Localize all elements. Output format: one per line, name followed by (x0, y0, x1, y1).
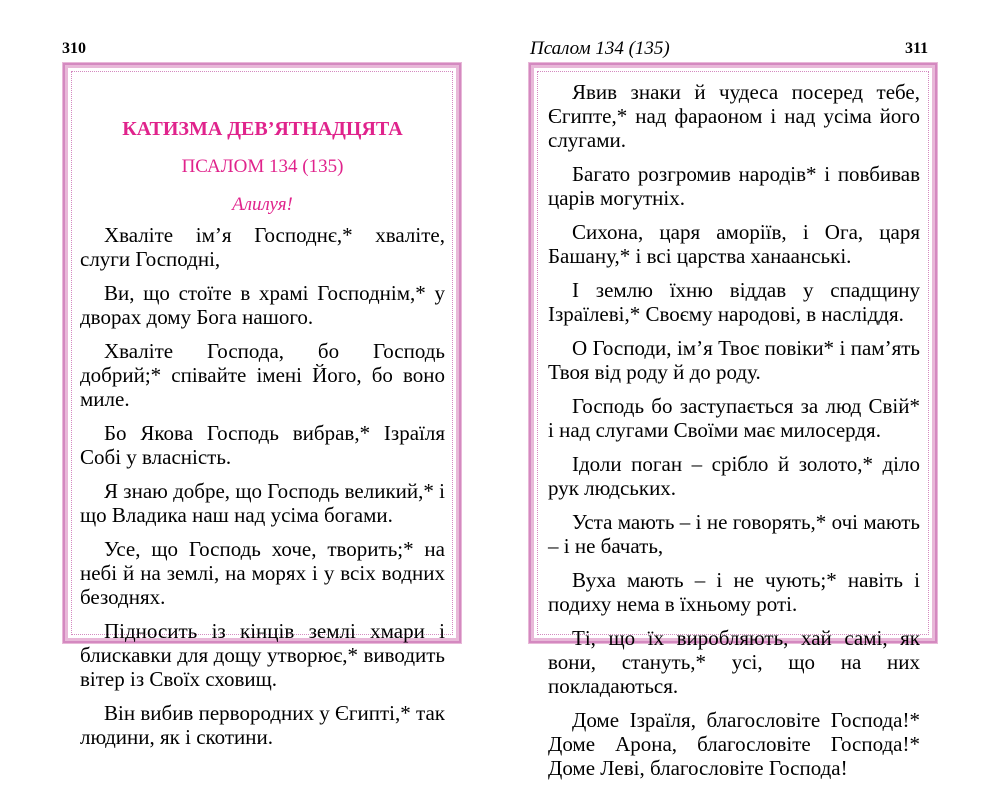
verse: Хваліте Господа, бо Господь добрий;* співайте імені Його, бо воно миле. (80, 339, 445, 411)
page-number: 310 (62, 40, 86, 57)
alleluia-heading: Алилуя! (232, 194, 293, 215)
verse: Він вибив первородних у Єгипті,* так людини, як і скотини. (80, 701, 445, 749)
verse: Я знаю добре, що Господь великий,* і що Владика наш над усіма богами. (80, 479, 445, 527)
verse: Бо Якова Господь вибрав,* Ізраїля Собі у власність. (80, 421, 445, 469)
verse: І землю їхню віддав у спадщину Ізраїлеві,* Своєму народові, в насліддя. (548, 278, 920, 326)
verse: Ви, що стоїте в храмі Господнім,* у дворах дому Бога нашого. (80, 281, 445, 329)
left-text-block (80, 117, 445, 759)
verse: Усе, що Господь хоче, творить;* на небі й на землі, на морях і у всіх водних безоднях. (80, 537, 445, 609)
verse: Уста мають – і не говорять,* очі мають – і не бачать, (548, 510, 920, 558)
verse: Ті, що їх виробляють, хай самі, як вони, стануть,* усі, що на них покладаються. (548, 626, 920, 698)
left-page (0, 0, 500, 749)
right-text-block (548, 80, 920, 790)
verse: Ідоли поган – срібло й золото,* діло рук людських. (548, 452, 920, 500)
psalm-title: ПСАЛОМ 134 (135) (181, 156, 344, 177)
page-number: 311 (905, 40, 929, 57)
verse: О Господи, ім’я Твоє повіки* і пам’ять Твоя від роду й до роду. (548, 336, 920, 384)
verse: Господь бо заступається за люд Свій* і над слугами Своїми має милосердя. (548, 394, 920, 442)
right-page (500, 0, 1000, 780)
kathisma-title: КАТИЗМА ДЕВ’ЯТНАДЦЯТА (122, 118, 403, 140)
verse: Вуха мають – і не чують;* навіть і подиху нема в їхньому роті. (548, 568, 920, 616)
verse: Доме Ізраїля, благословіте Господа!* Доме Арона, благословіте Господа!* Доме Леві, благословіте Господа! (548, 708, 920, 780)
verse: Хваліте ім’я Господнє,* хваліте, слуги Господні, (80, 223, 445, 271)
verse: Підносить із кінців землі хмари і блискавки для дощу утворює,* виводить вітер із Своїх сховищ. (80, 619, 445, 691)
verse: Явив знаки й чудеса посеред тебе, Єгипте,* над фараоном і над усіма його слугами. (548, 80, 920, 152)
running-head: Псалом 134 (135) (530, 38, 670, 59)
verse: Сихона, царя аморіїв, і Ога, царя Башану,* і всі царства ханаанські. (548, 220, 920, 268)
verse: Багато розгромив народів* і повбивав царів могутніх. (548, 162, 920, 210)
